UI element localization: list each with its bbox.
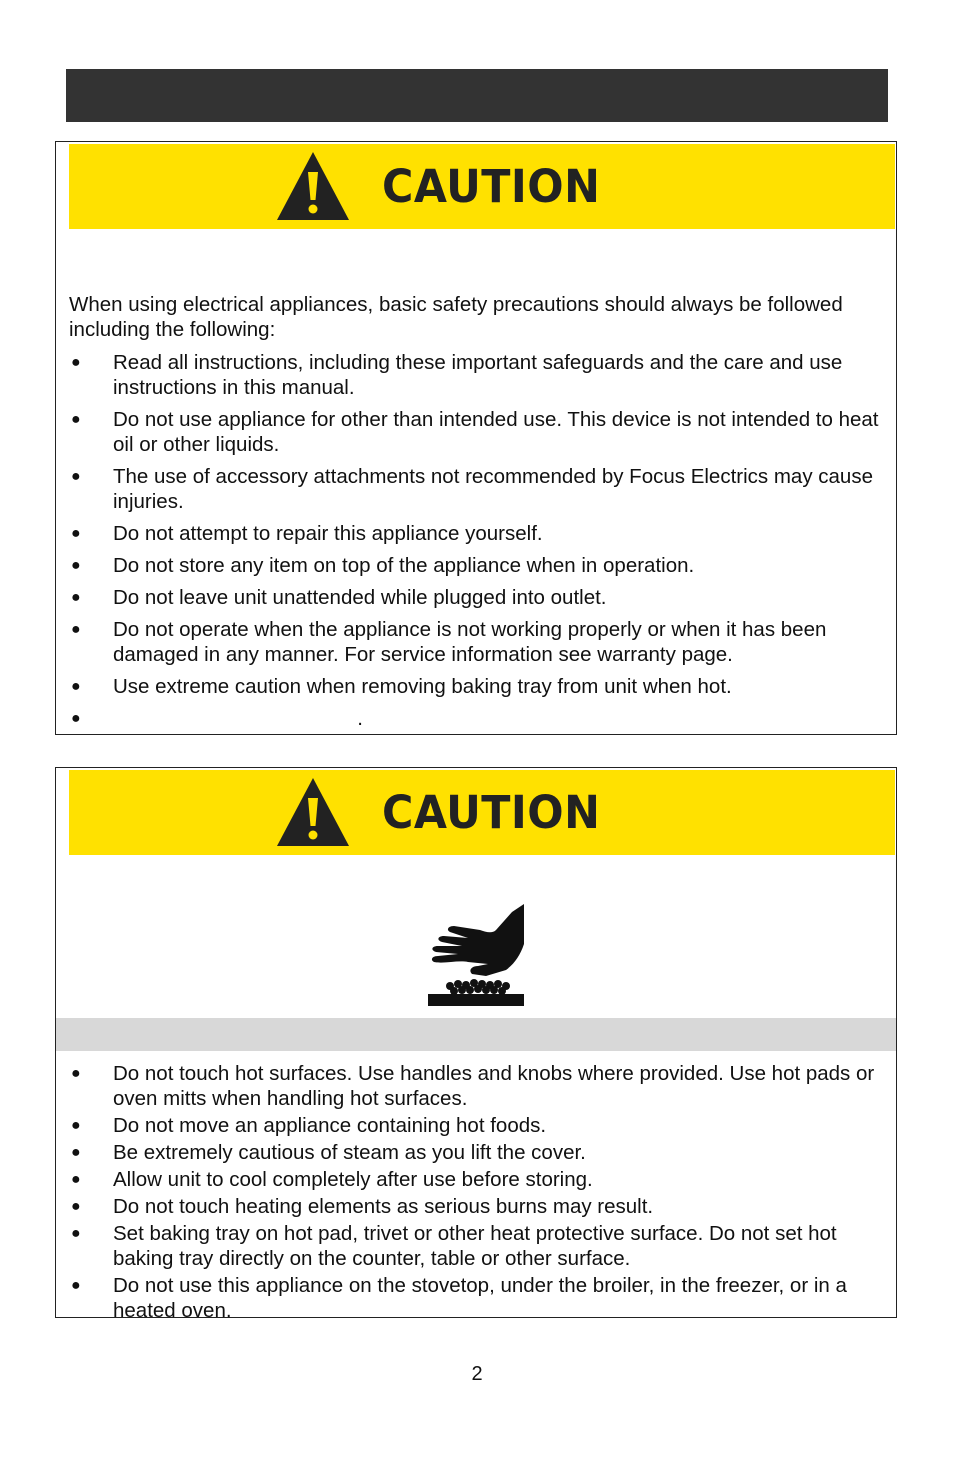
list-item: ● Do not store any item on top of the appliance when in operation. (71, 554, 695, 577)
bullet-icon: ● (71, 1117, 81, 1134)
caution-label: CAUTION (382, 160, 601, 213)
section-divider-strip (56, 1018, 896, 1051)
list-item: ● Do not use this appliance on the stovetop, under the broiler, in the freezer, or in a heated oven. (71, 1274, 847, 1322)
warning-triangle-icon (275, 150, 351, 222)
bullet-icon: ● (71, 525, 81, 542)
list-item: ● Do not move an appliance containing hot foods. (71, 1114, 547, 1137)
page-number: 2 (471, 1363, 483, 1385)
list-item: ● Do not use appliance for other than intended use. This device is not intended to heat oil or other liquids. (71, 408, 879, 456)
list-item: ● Read all instructions, including these important safeguards and the care and use instructions in this manual. (71, 351, 843, 399)
list-item: ● Set baking tray on hot pad, trivet or other heat protective surface. Do not set hot baking tray directly on the counter, table or other surface. (71, 1222, 837, 1270)
list-item: ● Do not operate when the appliance is not working properly or when it has been damaged in any manner. For service information see warranty page. (71, 618, 827, 666)
caution-box-hot-surface (55, 767, 897, 1322)
bullet-icon: ● (71, 1277, 81, 1294)
caution-box-general (55, 141, 897, 735)
list-item: ● Do not attempt to repair this appliance yourself. (71, 522, 543, 545)
section-header-bar (66, 69, 888, 122)
hot-surface-hand-icon (428, 904, 524, 1006)
general-safety-list (69, 350, 887, 738)
bullet-icon: ● (71, 557, 81, 574)
bullet-icon: ● (71, 1198, 81, 1215)
list-item: ● . (71, 707, 363, 730)
bullet-icon: ● (71, 589, 81, 606)
bullet-icon: ● (71, 621, 81, 638)
caution-banner (69, 144, 895, 229)
bullet-icon: ● (71, 1144, 81, 1161)
bullet-icon: ● (71, 411, 81, 428)
list-item: ● Do not touch heating elements as serious burns may result. (71, 1195, 654, 1218)
warning-triangle-icon (275, 776, 351, 848)
bullet-icon: ● (71, 354, 81, 371)
bullet-icon: ● (71, 1225, 81, 1242)
bullet-icon: ● (71, 710, 81, 727)
list-item: ● The use of accessory attachments not recommended by Focus Electrics may cause injuries. (71, 465, 873, 513)
bullet-icon: ● (71, 1171, 81, 1188)
hot-surface-safety-list (69, 1061, 887, 1325)
list-item: ● Allow unit to cool completely after use before storing. (71, 1168, 593, 1191)
bullet-icon: ● (71, 468, 81, 485)
safety-intro-text: When using electrical appliances, basic safety precautions should always be followed including the following: (69, 293, 843, 341)
list-item: ● Be extremely cautious of steam as you lift the cover. (71, 1141, 586, 1164)
bullet-icon: ● (71, 678, 81, 695)
list-item: ● Do not touch hot surfaces. Use handles and knobs where provided. Use hot pads or oven mitts when handling hot surfaces. (71, 1062, 875, 1110)
caution-banner (69, 770, 895, 855)
bullet-icon: ● (71, 1065, 81, 1082)
caution-label: CAUTION (382, 786, 601, 839)
list-item: ● Do not leave unit unattended while plugged into outlet. (71, 586, 607, 609)
list-item: ● Use extreme caution when removing baking tray from unit when hot. (71, 675, 732, 698)
